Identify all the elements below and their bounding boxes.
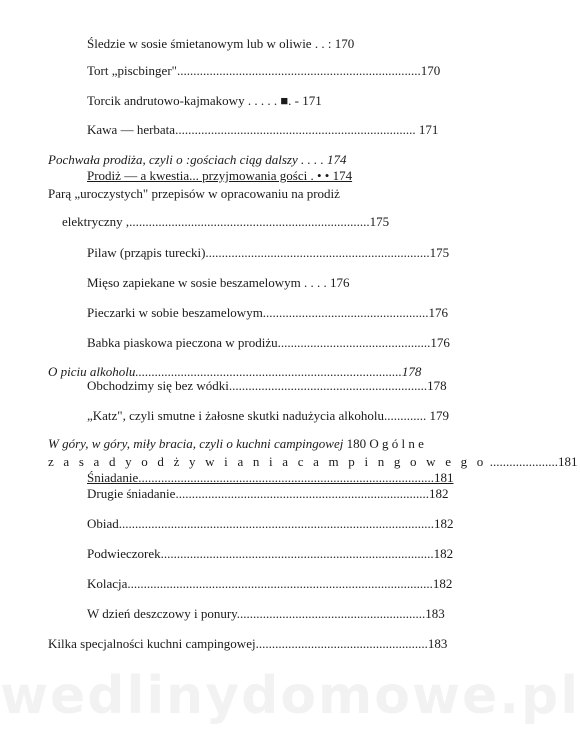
toc-entry: elektryczny ,..........................................................................175 (62, 214, 390, 229)
toc-heading-tail: 180 O g ó l n e (343, 436, 424, 451)
toc-entry: Tort „piscbinger"...........................................................................170 (87, 63, 441, 78)
toc-section-heading (48, 436, 503, 452)
toc-entry: Pieczarki w sobie beszamelowym...................................................176 (87, 305, 449, 320)
toc-section-heading: O piciu alkoholu..................................................................................178 (48, 364, 422, 379)
toc-entry: „Katz", czyli smutne i żałosne skutki nadużycia alkoholu............. 179 (87, 408, 449, 423)
toc-entry: Śledzie w sosie śmietanowym lub w oliwie . . : 170 (87, 36, 355, 51)
toc-section-heading: Kilka specjalności kuchni campingowej.....................................................183 (48, 636, 448, 651)
toc-section-heading (48, 454, 578, 470)
toc-entry: Kolacja..............................................................................................182 (87, 576, 453, 591)
toc-entry: W dzień deszczowy i ponury..........................................................183 (87, 606, 445, 621)
toc-entry: Obchodzimy się bez wódki.............................................................178 (87, 378, 447, 393)
toc-entry: Babka piaskowa pieczona w prodiżu...............................................176 (87, 335, 450, 350)
toc-entry: Kawa — herbata.......................................................................... 171 (87, 122, 439, 137)
toc-entry: Podwieczorek....................................................................................182 (87, 546, 454, 561)
watermark: wedlinydomowe.pl (0, 666, 580, 726)
toc-entry: Drugie śniadanie..............................................................................182 (87, 486, 449, 501)
toc-heading-text: W góry, w góry, miły bracia, czyli o kuchni campingowej (48, 436, 344, 451)
toc-entry: Torcik andrutowo-kajmakowy . . . . . ■. - 171 (87, 93, 322, 108)
toc-entry: Obiad.................................................................................................182 (87, 516, 454, 531)
toc-heading-tail: .....................181 (486, 454, 578, 469)
toc-section-heading: Pochwała prodiża, czyli o :gościach ciąg dalszy . . . . 174 (48, 152, 347, 167)
toc-entry: Pilaw (prząpis turecki).....................................................................175 (87, 245, 450, 260)
toc-heading-text: z a s a d y o d ż y w i a n i a c a m p i n g o w e g o (48, 454, 487, 469)
toc-section-heading: Parą „uroczystych" przepisów w opracowaniu na prodiż (48, 186, 340, 201)
toc-entry: Śniadanie...........................................................................................181 (87, 470, 454, 485)
toc-entry: Prodiż — a kwestia... przyjmowania gości . • • 174 (87, 168, 353, 183)
toc-entry: Mięso zapiekane w sosie beszamelowym . . . . 176 (87, 275, 350, 290)
